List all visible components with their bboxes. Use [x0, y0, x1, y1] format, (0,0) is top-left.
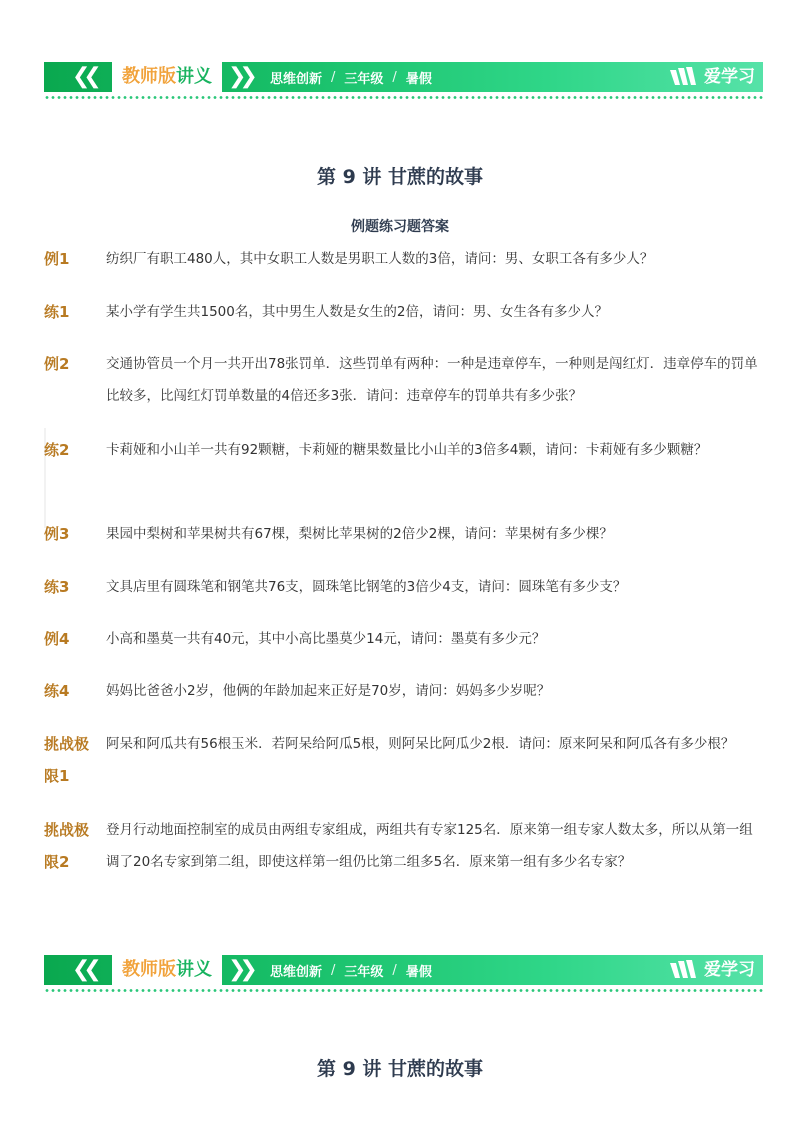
breadcrumb-item: 三年级 [344, 964, 384, 980]
breadcrumb-separator: / [392, 962, 397, 978]
problem-text: 登月行动地面控制室的成员由两组专家组成，两组共有专家125名．原来第一组专家人数太多，所以从第一组调了20名专家到第二组，即使这样第一组仍比第二组多5名．原来第一组有多少名专家？ [106, 822, 753, 870]
problem-text: 妈妈比爸爸小2岁，他俩的年龄加起来正好是70岁，请问：妈妈多少岁呢？ [106, 683, 551, 699]
problem-label: 例3 [44, 525, 70, 543]
brand-mark-icon [669, 959, 699, 981]
double-chevron-right-icon: ❯❯ [228, 957, 251, 982]
problem-text: 小高和墨莫一共有40元，其中小高比墨莫少14元，请问：墨莫有多少元？ [106, 631, 546, 647]
brand-logo [669, 62, 755, 92]
problem-label: 例2 [44, 355, 70, 373]
problem-label: 练4 [44, 682, 70, 700]
breadcrumb-item: 思维创新 [270, 964, 323, 980]
banner-title: 教师版 讲义 [112, 62, 222, 92]
problem-label: 例4 [44, 630, 70, 648]
problem-text: 阿呆和阿瓜共有56根玉米．若阿呆给阿瓜5根，则阿呆比阿瓜少2根．请问：原来阿呆和阿瓜各有多少根？ [106, 736, 735, 752]
section-title: 例题练习题答案 [351, 219, 449, 235]
breadcrumb-item: 暑假 [405, 71, 432, 87]
breadcrumb [270, 62, 432, 92]
header-banner [44, 955, 763, 985]
problem-label: 练2 [44, 441, 70, 459]
header-banner [44, 62, 763, 92]
brand-mark-icon [669, 66, 699, 88]
brand-name: 爱学习 [704, 960, 755, 980]
problem-text: 交通协管员一个月一共开出78张罚单．这些罚单有两种：一种是违章停车，一种则是闯红灯．违章停车的罚单比较多，比闯红灯罚单数量的4倍还多3张．请问：违章停车的罚单共有多少张？ [106, 356, 758, 404]
double-chevron-left-icon: ❮❮ [72, 64, 95, 89]
problem-text: 果园中梨树和苹果树共有67棵，梨树比苹果树的2倍少2棵，请问：苹果树有多少棵？ [106, 526, 613, 542]
problem-label: 练3 [44, 578, 70, 596]
lesson-title: 第 9 讲 甘蔗的故事 [316, 1058, 484, 1080]
double-chevron-right-icon: ❯❯ [228, 64, 251, 89]
problem-text: 文具店里有圆珠笔和钢笔共76支，圆珠笔比钢笔的3倍少4支，请问：圆珠笔有多少支？ [106, 579, 627, 595]
problem-label: 挑战极限2 [44, 821, 90, 871]
brand-logo [669, 955, 755, 985]
problem-text: 卡莉娅和小山羊一共有92颗糖，卡莉娅的糖果数量比小山羊的3倍多4颗，请问：卡莉娅有多少颗糖？ [106, 442, 708, 458]
banner-title: 教师版 讲义 [112, 955, 222, 985]
problem-label: 练1 [44, 303, 70, 321]
lesson-title: 第 9 讲 甘蔗的故事 [316, 166, 484, 188]
banner-dotted-line [44, 96, 763, 99]
breadcrumb-item: 思维创新 [270, 71, 323, 87]
brand-name: 爱学习 [704, 67, 755, 87]
problem-text: 纺织厂有职工480人，其中女职工人数是男职工人数的3倍，请问：男、女职工各有多少人？ [106, 251, 654, 267]
double-chevron-left-icon: ❮❮ [72, 957, 95, 982]
problem-label: 挑战极限1 [44, 735, 90, 785]
banner-dotted-line [44, 989, 763, 992]
breadcrumb-separator: / [331, 69, 336, 85]
breadcrumb-item: 三年级 [344, 71, 384, 87]
breadcrumb-separator: / [331, 962, 336, 978]
breadcrumb-separator: / [392, 69, 397, 85]
problem-label: 例1 [44, 250, 70, 268]
breadcrumb [270, 955, 432, 985]
problem-text: 某小学有学生共1500名，其中男生人数是女生的2倍，请问：男、女生各有多少人？ [106, 304, 608, 320]
breadcrumb-item: 暑假 [405, 964, 432, 980]
